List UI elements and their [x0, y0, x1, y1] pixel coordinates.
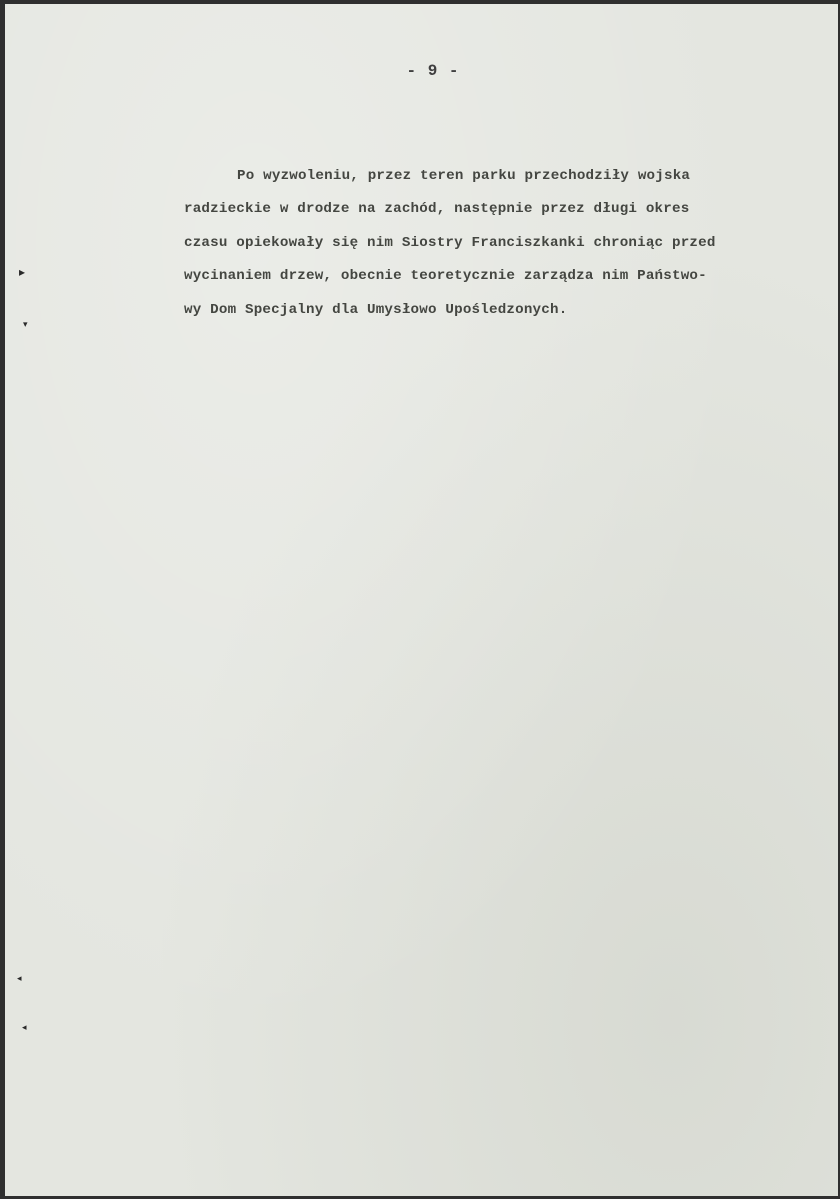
paragraph-line: wy Dom Specjalny dla Umysłowo Upośledzonych.: [184, 301, 568, 318]
binding-hole-mark-icon: ◂: [22, 1023, 27, 1033]
body-paragraph: [184, 160, 824, 327]
binding-hole-mark-icon: ▸: [19, 265, 26, 279]
paragraph-line: wycinaniem drzew, obecnie teoretycznie zarządza nim Państwo-: [184, 268, 707, 285]
paragraph-line: radzieckie w drodze na zachód, następnie przez długi okres: [184, 201, 690, 218]
binding-hole-mark-icon: ▾: [23, 320, 28, 330]
paragraph-line: czasu opiekowały się nim Siostry Franciszkanki chroniąc przed: [184, 234, 716, 251]
paragraph-line: Po wyzwoleniu, przez teren parku przechodziły wojska: [237, 168, 691, 184]
page-number: - 9 -: [406, 62, 460, 80]
binding-hole-mark-icon: ◂: [17, 974, 22, 984]
